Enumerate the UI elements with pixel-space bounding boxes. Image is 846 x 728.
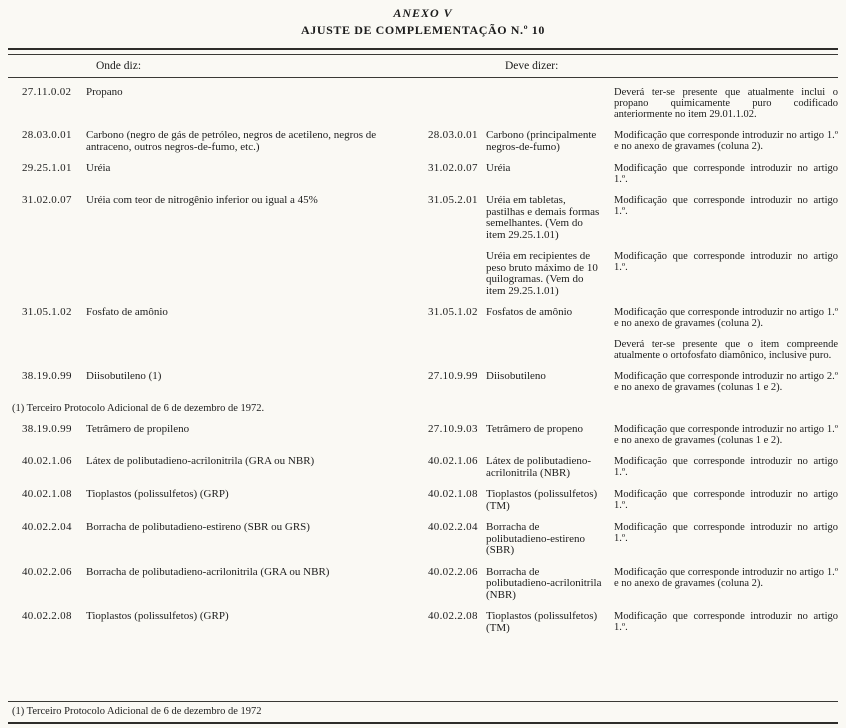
old-item-code: 29.25.1.01: [22, 162, 72, 174]
old-item-text: Borracha de polibutadieno-estireno (SBR ou GRS): [86, 521, 310, 533]
remark-text: Modificação que corresponde introduzir no artigo 1.º e no anexo de gravames (coluna 2).: [614, 307, 838, 329]
document-footer: [8, 701, 838, 724]
new-item-text: Tioplastos (polissulfetos) (TM): [486, 610, 598, 634]
old-item-code: 27.11.0.02: [22, 86, 72, 98]
new-item-text: Látex de polibutadieno-acrilonitrila (NBR): [486, 455, 592, 479]
remark-text: Deverá ter-se presente que atualmente inclui o propano quimicamente puro codificado anteriormente no item 29.01.1.02.: [614, 87, 838, 120]
new-item-text: Uréia em tabletas, pastilhas e demais formas semelhantes. (Vem do item 29.25.1.01): [486, 194, 600, 241]
column-header-onde-diz: Onde diz:: [96, 60, 142, 72]
old-item-code: 40.02.1.06: [22, 455, 72, 467]
old-item-text: Látex de polibutadieno-acrilonitrila (GRA ou NBR): [86, 455, 315, 467]
remark-text: Modificação que corresponde introduzir no artigo 1.º.: [614, 522, 838, 544]
table-row: [8, 424, 838, 446]
new-item-text: Borracha de polibutadieno-acrilonitrila (NBR): [486, 565, 602, 601]
new-item-code: 31.05.2.01: [428, 194, 478, 206]
remark-text: Modificação que corresponde introduzir no artigo 1.º.: [614, 489, 838, 511]
divider-line: [8, 48, 838, 50]
amendments-table: [8, 78, 838, 634]
new-item-code: 31.02.0.07: [428, 162, 478, 174]
remark-text: Modificação que corresponde introduzir no artigo 1.º.: [614, 456, 838, 478]
table-row: [8, 339, 838, 361]
old-item-code: 40.02.2.08: [22, 610, 72, 622]
new-item-code: 27.10.9.03: [428, 423, 478, 435]
new-item-text: Uréia em recipientes de peso bruto máximo de 10 quilogramas. (Vem do item 29.25.1.01): [486, 250, 598, 297]
old-item-text: Uréia com teor de nitrogênio inferior ou igual a 45%: [86, 194, 318, 206]
old-item-text: Tioplastos (polissulfetos) (GRP): [86, 488, 229, 500]
table-row: [8, 456, 838, 479]
table-row: [8, 87, 838, 120]
old-item-code: 40.02.2.04: [22, 521, 72, 533]
new-item-text: Uréia: [486, 162, 511, 174]
new-item-text: Borracha de polibutadieno-estireno (SBR): [486, 521, 585, 556]
table-row: [8, 522, 838, 557]
old-item-code: 38.19.0.99: [22, 370, 72, 382]
old-item-code: 31.02.0.07: [22, 194, 72, 206]
table-row: [8, 489, 838, 512]
new-item-text: Diisobutileno: [486, 370, 546, 382]
old-item-text: Tetrâmero de propileno: [86, 423, 190, 435]
new-item-text: Carbono (principalmente negros-de-fumo): [486, 129, 597, 153]
new-item-code: 40.02.2.04: [428, 521, 478, 533]
old-item-text: Carbono (negro de gás de petróleo, negros de acetileno, negros de antraceno, outros negros-de-fumo, etc.): [86, 129, 377, 153]
new-item-text: Tetrâmero de propeno: [486, 423, 583, 435]
table-row: [8, 195, 838, 241]
footnote-protocol: (1) Terceiro Protocolo Adicional de 6 de dezembro de 1972.: [12, 403, 265, 414]
document-title: ANEXO V: [393, 6, 453, 20]
new-item-code: 28.03.0.01: [428, 129, 478, 141]
remark-text: Deverá ter-se presente que o item compreende atualmente o ortofosfato diamônico, inclusive puro.: [614, 339, 838, 361]
new-item-code: 31.05.1.02: [428, 306, 478, 318]
remark-text: Modificação que corresponde introduzir no artigo 1.º.: [614, 251, 838, 273]
old-item-text: Propano: [86, 86, 123, 98]
remark-text: Modificação que corresponde introduzir no artigo 1.º.: [614, 195, 838, 217]
new-item-code: 40.02.2.08: [428, 610, 478, 622]
old-item-text: Diisobutileno (1): [86, 370, 162, 382]
old-item-text: Uréia: [86, 162, 111, 174]
column-headers: [8, 55, 838, 77]
column-header-deve-dizer: Deve dizer:: [505, 60, 559, 72]
new-item-code: 40.02.1.08: [428, 488, 478, 500]
new-item-code: 40.02.2.06: [428, 565, 478, 578]
old-item-text: Fosfato de amônio: [86, 306, 168, 318]
old-item-code: 40.02.2.06: [22, 565, 72, 578]
document-subtitle: AJUSTE DE COMPLEMENTAÇÃO N.º 10: [300, 23, 546, 37]
remark-text: Modificação que corresponde introduzir no artigo 1.º e no anexo de gravames (coluna 2).: [614, 566, 838, 589]
old-item-text: Borracha de polibutadieno-acrilonitrila (GRA ou NBR): [86, 565, 330, 578]
table-row: [8, 307, 838, 329]
new-item-text: Tioplastos (polissulfetos) (TM): [486, 488, 598, 512]
remark-text: Modificação que corresponde introduzir no artigo 1.º e no anexo de gravames (colunas 1 e 2).: [614, 424, 838, 446]
table-row: [8, 611, 838, 634]
header-divider: [8, 48, 838, 55]
footnote-protocol-bottom: (1) Terceiro Protocolo Adicional de 6 de dezembro de 1972: [12, 706, 262, 717]
divider-line: [8, 701, 838, 702]
table-row: [8, 130, 838, 153]
new-item-code: 40.02.1.06: [428, 455, 478, 467]
table-row: [8, 567, 838, 602]
table-row: [8, 163, 838, 185]
table-row: [8, 371, 838, 393]
table-row: [8, 251, 838, 297]
new-item-code: 27.10.9.99: [428, 370, 478, 382]
remark-text: Modificação que corresponde introduzir no artigo 1.º e no anexo de gravames (coluna 2).: [614, 130, 838, 152]
old-item-code: 38.19.0.99: [22, 423, 72, 435]
divider-line: [8, 722, 838, 724]
document-header: [8, 6, 838, 38]
remark-text: Modificação que corresponde introduzir no artigo 1.º.: [614, 163, 838, 185]
old-item-code: 31.05.1.02: [22, 306, 72, 318]
remark-text: Modificação que corresponde introduzir no artigo 1.º.: [614, 611, 838, 633]
remark-text: Modificação que corresponde introduzir no artigo 2.º e no anexo de gravames (colunas 1 e 2).: [614, 371, 838, 393]
new-item-text: Fosfatos de amônio: [486, 306, 573, 318]
old-item-code: 40.02.1.08: [22, 488, 72, 500]
old-item-code: 28.03.0.01: [22, 129, 72, 141]
old-item-text: Tioplastos (polissulfetos) (GRP): [86, 610, 229, 622]
